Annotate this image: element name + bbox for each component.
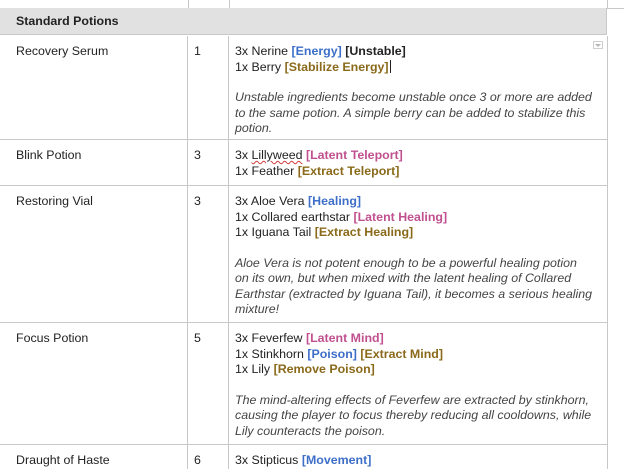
ingredient-tag: [Latent Teleport] <box>305 148 403 162</box>
ingredient-tag: [Stabilize Energy] <box>284 59 389 74</box>
column-divider <box>229 0 230 8</box>
ingredient-word: Lillyweed <box>251 148 303 162</box>
recipe-note: The mind-altering effects of Feverfew are extracted by stinkhorn, causing the player to focus thereby reducing all cooldowns, while Lily counteracts the poison. <box>235 392 592 438</box>
potion-name-cell[interactable]: Blink Potion <box>0 140 188 185</box>
potion-name-cell[interactable]: Focus Potion <box>0 323 188 444</box>
column-divider <box>607 0 608 8</box>
potion-table <box>0 36 608 469</box>
tier-cell[interactable]: 3 <box>188 186 229 322</box>
ingredient-line: 1x Feather [Extract Teleport] <box>235 163 400 178</box>
potion-name-cell[interactable]: Restoring Vial <box>0 186 188 322</box>
ingredient-line: 1x Berry [Stabilize Energy] <box>235 59 389 74</box>
text-cursor <box>390 60 391 73</box>
tier-cell[interactable]: 3 <box>188 140 229 185</box>
ingredient-tag: [Latent Healing] <box>353 209 448 224</box>
ingredient-tag: [Remove Poison] <box>273 362 375 376</box>
ingredient-tag: [Extract Teleport] <box>297 163 400 178</box>
ingredient-line: 3x Stipticus [Movement] <box>235 453 372 467</box>
recipe-cell[interactable] <box>229 323 608 444</box>
potion-name-cell[interactable]: Recovery Serum <box>0 36 188 139</box>
table-row <box>0 186 608 323</box>
recipe-note: Aloe Vera is not potent enough to be a powerful healing potion on its own, but when mixed with the latent healing of Collared Earthstar (extracted by Iguana Tail), it becomes a serious healing mixture! <box>235 255 592 316</box>
ingredient-line: 3x Feverfew [Latent Mind] <box>235 331 384 345</box>
ingredient-line: 3x Nerine [Energy] [Unstable] <box>235 44 406 58</box>
recipe-note: Unstable ingredients become unstable once 3 or more are added to the same potion. A simple berry can be added to stabilize this potion. <box>235 90 592 135</box>
ingredient-line: 1x Lily [Remove Poison] <box>235 362 375 376</box>
ingredient-tag: [Healing] <box>308 194 362 208</box>
column-divider <box>188 0 189 8</box>
chevron-down-icon[interactable] <box>593 41 603 49</box>
table-row <box>0 445 608 469</box>
ingredient-tag: [Latent Mind] <box>305 331 384 345</box>
recipe-cell[interactable] <box>229 140 608 185</box>
tier-cell[interactable]: 5 <box>188 323 229 444</box>
recipe-cell[interactable] <box>229 445 608 469</box>
ingredient-tag: [Unstable] <box>345 44 406 58</box>
table-row <box>0 36 608 140</box>
ingredient-tag: [Extract Healing] <box>314 225 414 239</box>
ingredient-tag: [Extract Mind] <box>360 346 443 361</box>
tier-cell[interactable]: 1 <box>188 36 229 139</box>
ingredient-line: 3x Aloe Vera [Healing] <box>235 194 362 208</box>
ingredient-line: 1x Iguana Tail [Extract Healing] <box>235 225 414 239</box>
section-header-cell[interactable]: Standard Potions <box>0 8 607 35</box>
ingredient-tag: [Poison] <box>307 346 357 361</box>
table-row <box>0 323 608 445</box>
ingredient-line: 3x Lillyweed [Latent Teleport] <box>235 148 403 162</box>
recipe-cell[interactable] <box>229 186 608 322</box>
recipe-cell[interactable] <box>229 36 608 139</box>
ingredient-line: 1x Collared earthstar [Latent Healing] <box>235 209 448 224</box>
ingredient-tag: [Movement] <box>301 453 372 467</box>
tier-cell[interactable]: 6 <box>188 445 229 469</box>
table-row <box>0 140 608 186</box>
ingredient-tag: [Energy] <box>291 44 342 58</box>
ingredient-line: 1x Stinkhorn [Poison] [Extract Mind] <box>235 346 443 361</box>
potion-name-cell[interactable]: Draught of Haste <box>0 445 188 469</box>
